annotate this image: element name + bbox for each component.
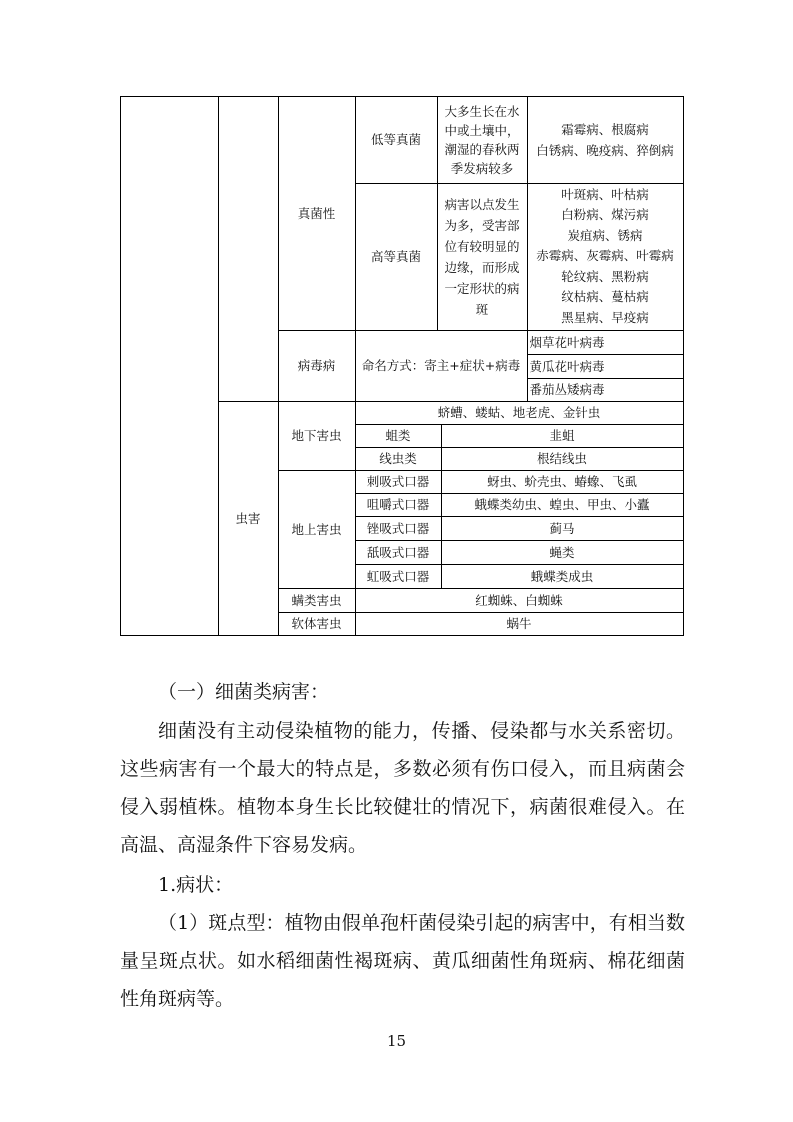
aboveground-label: 地上害虫 — [291, 521, 342, 537]
subheading: 1.病状： — [158, 874, 234, 896]
mollusc-label: 软体害虫 — [291, 616, 342, 631]
table-cell — [441, 564, 684, 589]
table-cell — [441, 470, 684, 494]
paragraph: （1）斑点型：植物由假单孢杆菌侵染引起的病害中，有相当数量呈斑点状。如水稻细菌性褐斑病、黄瓜细菌性角斑病、棉花细菌性角斑病等。 — [120, 912, 685, 1010]
table-cell — [355, 330, 528, 402]
pest-example: 蓟马 — [549, 520, 575, 536]
fungal-label: 真菌性 — [297, 205, 336, 221]
table-cell — [278, 330, 356, 402]
mites-label: 螨类害虫 — [291, 592, 342, 608]
pest-type: 蛆类 — [385, 428, 411, 443]
table-cell — [527, 354, 684, 379]
table-cell — [355, 516, 442, 541]
mites-example: 红蜘蛛、白蜘蛛 — [475, 592, 563, 608]
pest-type: 刺吸式口器 — [366, 474, 430, 489]
virus-example: 黄瓜花叶病毒 — [529, 358, 605, 374]
pest-example: 韭蛆 — [549, 428, 575, 443]
table-cell — [355, 564, 442, 589]
table-cell — [278, 96, 356, 331]
underground-examples: 蛴螬、蝼蛄、地老虎、金针虫 — [437, 405, 601, 420]
pests-label: 虫害 — [235, 510, 261, 526]
table-cell — [441, 447, 684, 471]
pest-type: 咀嚼式口器 — [366, 497, 430, 512]
pest-example: 蛾蝶类幼虫、蝗虫、甲虫、小蠹 — [474, 497, 650, 512]
high-fungi-desc: 病害以点发生 为多，受害部 位有较明显的 边缘，而形成 一定形状的病 斑 — [444, 196, 520, 317]
pest-type: 线虫类 — [379, 451, 417, 466]
table-cell — [441, 516, 684, 541]
table-cell — [527, 330, 684, 355]
table-cell — [441, 493, 684, 517]
table-cell — [355, 470, 442, 494]
pest-example: 根结线虫 — [536, 451, 587, 466]
table-cell — [355, 540, 442, 565]
page-number: 15 — [386, 1032, 407, 1050]
section-heading: （一）细菌类病害： — [158, 681, 330, 703]
low-fungi-diseases: 霜霉病、根腐病 白锈病、晚疫病、猝倒病 — [536, 121, 674, 158]
low-fungi-desc: 大多生长在水 中或土壤中， 潮湿的春秋两 季发病较多 — [444, 103, 520, 176]
table-cell — [441, 424, 684, 448]
table-cell — [355, 401, 684, 425]
paragraph: 细菌没有主动侵染植物的能力，传播、侵染都与水关系密切。这些病害有一个最大的特点是，多数必须有伤口侵入，而且病菌会侵入弱植株。植物本身生长比较健壮的情况下，病菌很难侵入。在高温、高湿条件下容易发病。 — [120, 720, 685, 856]
virus-label: 病毒病 — [297, 358, 336, 373]
table-cell-empty — [218, 96, 279, 402]
table-cell — [441, 540, 684, 565]
table-cell — [218, 401, 279, 636]
table-cell-empty — [120, 96, 219, 636]
table-cell — [527, 378, 684, 402]
table-cell — [437, 96, 528, 184]
virus-example: 烟草花叶病毒 — [529, 334, 605, 350]
virus-example: 番茄丛矮病毒 — [529, 382, 605, 397]
pest-example: 蚜虫、蚧壳虫、蝽蟓、飞虱 — [486, 474, 637, 489]
table-cell — [527, 183, 684, 331]
table-cell — [355, 588, 684, 613]
table-cell — [278, 588, 356, 613]
pest-type: 锉吸式口器 — [366, 520, 430, 536]
pest-type: 舐吸式口器 — [366, 544, 430, 560]
table-cell — [355, 612, 684, 636]
low-fungi-label: 低等真菌 — [370, 132, 421, 147]
underground-label: 地下害虫 — [291, 428, 342, 443]
virus-naming: 命名方式：寄主+症状+病毒 — [361, 358, 521, 373]
table-cell — [437, 183, 528, 331]
pest-example: 蛾蝶类成虫 — [530, 568, 594, 584]
table-cell — [278, 612, 356, 636]
table-cell — [355, 424, 442, 448]
mollusc-example: 蜗牛 — [506, 616, 532, 631]
table-cell — [278, 470, 356, 589]
high-fungi-diseases: 叶斑病、叶枯病 白粉病、煤污病 炭疽病、锈病 赤霉病、灰霉病、叶霉病 轮纹病、黑粉病 纹枯病、蔓枯病 黑星病、早疫病 — [536, 186, 674, 325]
pest-type: 虹吸式口器 — [366, 568, 430, 584]
table-cell — [278, 401, 356, 471]
table-cell — [355, 493, 442, 517]
table-cell — [527, 96, 684, 184]
table-cell — [355, 447, 442, 471]
high-fungi-label: 高等真菌 — [370, 249, 421, 264]
table-cell — [355, 183, 438, 331]
pest-example: 蝇类 — [549, 544, 575, 560]
table-cell — [355, 96, 438, 184]
